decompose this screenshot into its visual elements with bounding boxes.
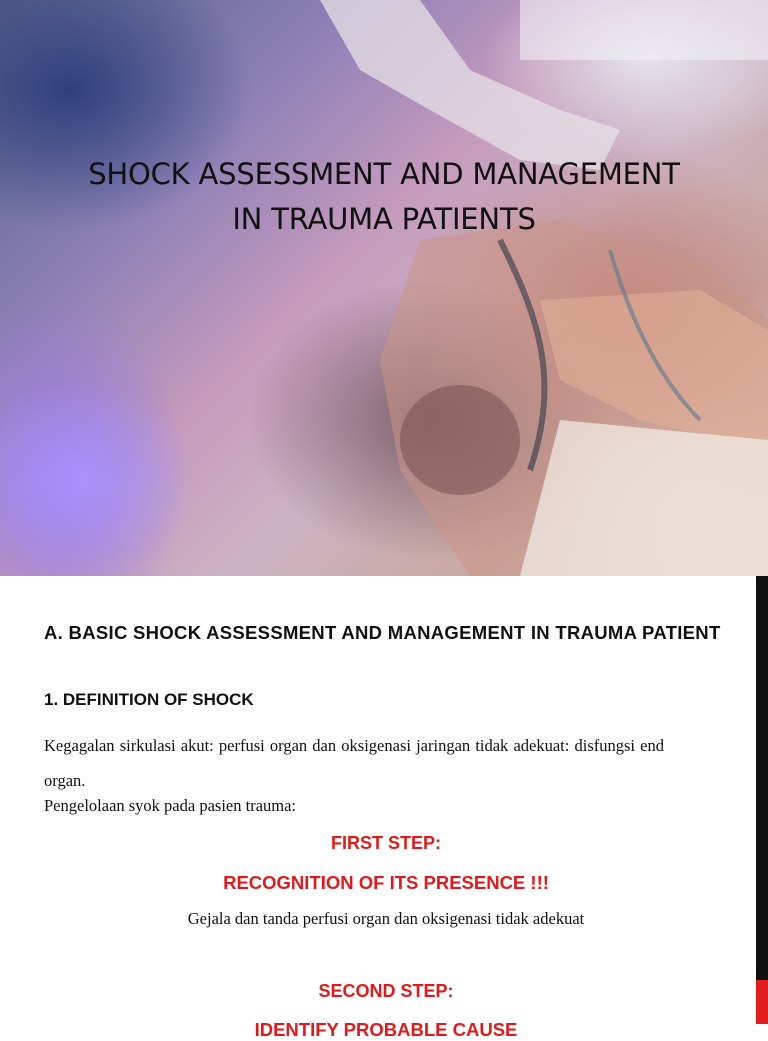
light-glow <box>0 380 200 576</box>
management-intro: Pengelolaan syok pada pasien trauma: <box>44 796 297 815</box>
first-step-detail: RECOGNITION OF ITS PRESENCE !!! <box>223 872 549 893</box>
title-line-2: IN TRAUMA PATIENTS <box>232 202 536 236</box>
first-step-label: FIRST STEP: <box>330 833 441 853</box>
section-heading: A. BASIC SHOCK ASSESSMENT AND MANAGEMENT IN TRAUMA PATIENT <box>44 622 721 643</box>
first-step-note: Gejala dan tanda perfusi organ dan oksigenasi tidak adekuat <box>187 909 585 928</box>
slide-title <box>0 152 768 242</box>
second-step-label: SECOND STEP: <box>318 981 454 1001</box>
title-line-1: SHOCK ASSESSMENT AND MANAGEMENT <box>88 157 680 191</box>
definition-text: Kegagalan sirkulasi akut: perfusi organ dan oksigenasi jaringan tidak adekuat: disfungsi end organ. <box>44 736 664 790</box>
second-step-detail: IDENTIFY PROBABLE CAUSE <box>254 1019 518 1040</box>
content-slide <box>0 576 768 1040</box>
subsection-heading: 1. DEFINITION OF SHOCK <box>44 690 254 709</box>
